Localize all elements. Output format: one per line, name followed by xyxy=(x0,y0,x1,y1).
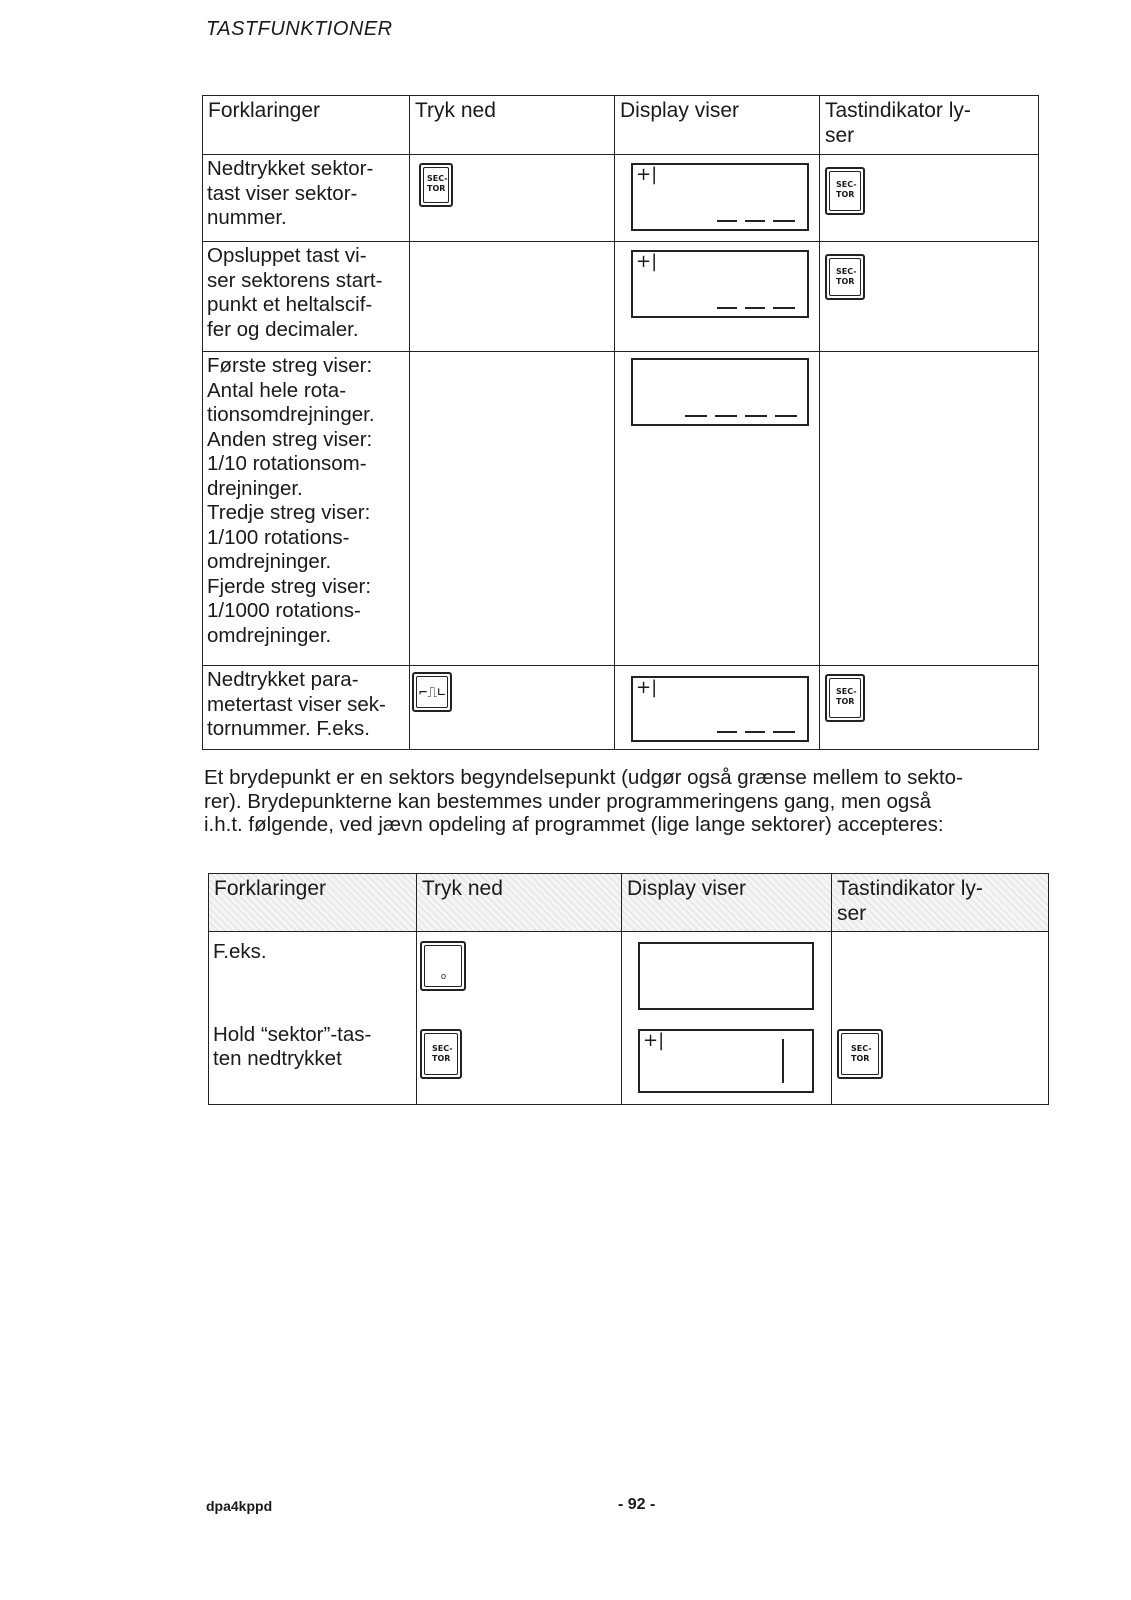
display-cell xyxy=(615,242,820,352)
zero-key-icon: o xyxy=(420,941,466,991)
row-explanation: Nedtrykket para- metertast viser sek- tornummer. F.eks. xyxy=(203,666,410,750)
press-cell xyxy=(410,242,615,352)
display-screen-icon xyxy=(631,358,809,426)
header-explanations: Forklaringer xyxy=(209,874,417,932)
page-number: - 92 - xyxy=(618,1496,656,1513)
breakpoint-table xyxy=(208,873,1049,1105)
page-title: TASTFUNKTIONER xyxy=(206,18,393,40)
table-row xyxy=(203,666,1039,750)
header-indicator: Tastindikator ly- ser xyxy=(820,96,1039,155)
sector-key-icon: SEC- TOR xyxy=(419,163,453,207)
parameter-key-icon: ⌐⎍∟ xyxy=(412,672,452,712)
table-header-row xyxy=(209,874,1049,932)
header-press: Tryk ned xyxy=(410,96,615,155)
sector-key-lit-icon: SEC- TOR xyxy=(825,674,865,722)
document-id: dpa4kppd xyxy=(206,1498,273,1514)
row-explanation: Første streg viser: Antal hele rota- tionsomdrejninger. Anden streg viser: 1/10 rotationsom- drejninger. Tredje streg viser: 1/100 rotations- omdrejninger. Fjerde streg viser: 1/1000 rotations- omdrejninger. xyxy=(203,352,410,666)
sector-key-icon: SEC- TOR xyxy=(420,1029,462,1079)
table-row xyxy=(203,155,1039,242)
display-cell xyxy=(622,932,832,1105)
hold-sector-key-text: Hold “sektor”-tas- ten nedtrykket xyxy=(213,1022,372,1070)
header-display: Display viser xyxy=(615,96,820,155)
indicator-cell xyxy=(820,352,1039,666)
press-cell xyxy=(410,352,615,666)
sector-key-lit-icon: SEC- TOR xyxy=(825,254,865,300)
display-screen-icon: +| xyxy=(631,676,809,742)
header-display: Display viser xyxy=(622,874,832,932)
table-row xyxy=(203,352,1039,666)
indicator-cell xyxy=(832,932,1049,1105)
display-screen-icon: +| xyxy=(631,163,809,231)
row-explanation xyxy=(209,932,417,1105)
row-explanation: Nedtrykket sektor- tast viser sektor- nummer. xyxy=(203,155,410,242)
display-cell xyxy=(615,155,820,242)
press-cell xyxy=(417,932,622,1105)
display-screen-icon: +| xyxy=(638,1029,814,1093)
sector-key-lit-icon: SEC- TOR xyxy=(837,1029,883,1079)
key-functions-table xyxy=(202,95,1039,750)
header-press: Tryk ned xyxy=(417,874,622,932)
example-label: F.eks. xyxy=(213,940,267,963)
display-screen-icon: +| xyxy=(631,250,809,318)
header-explanations: Forklaringer xyxy=(203,96,410,155)
display-screen-blank-icon xyxy=(638,942,814,1010)
row-explanation: Opsluppet tast vi- ser sektorens start- punkt et heltalscif- fer og decimaler. xyxy=(203,242,410,352)
display-cell xyxy=(615,352,820,666)
press-cell xyxy=(410,155,615,242)
table-row xyxy=(209,932,1049,1105)
indicator-cell xyxy=(820,242,1039,352)
table-row xyxy=(203,242,1039,352)
breakpoint-paragraph: Et brydepunkt er en sektors begyndelsepunkt (udgør også grænse mellem to sekto- rer). Brydepunkterne kan bestemmes under programmeringens gang, men også i.h.t. følgende, ved jævn opdeling af programmet (lige lange sektorer) accepteres: xyxy=(204,766,963,836)
indicator-cell xyxy=(820,666,1039,750)
sector-key-lit-icon: SEC- TOR xyxy=(825,167,865,215)
table-header-row xyxy=(203,96,1039,155)
indicator-cell xyxy=(820,155,1039,242)
press-cell xyxy=(410,666,615,750)
header-indicator: Tastindikator ly- ser xyxy=(832,874,1049,932)
display-cell xyxy=(615,666,820,750)
